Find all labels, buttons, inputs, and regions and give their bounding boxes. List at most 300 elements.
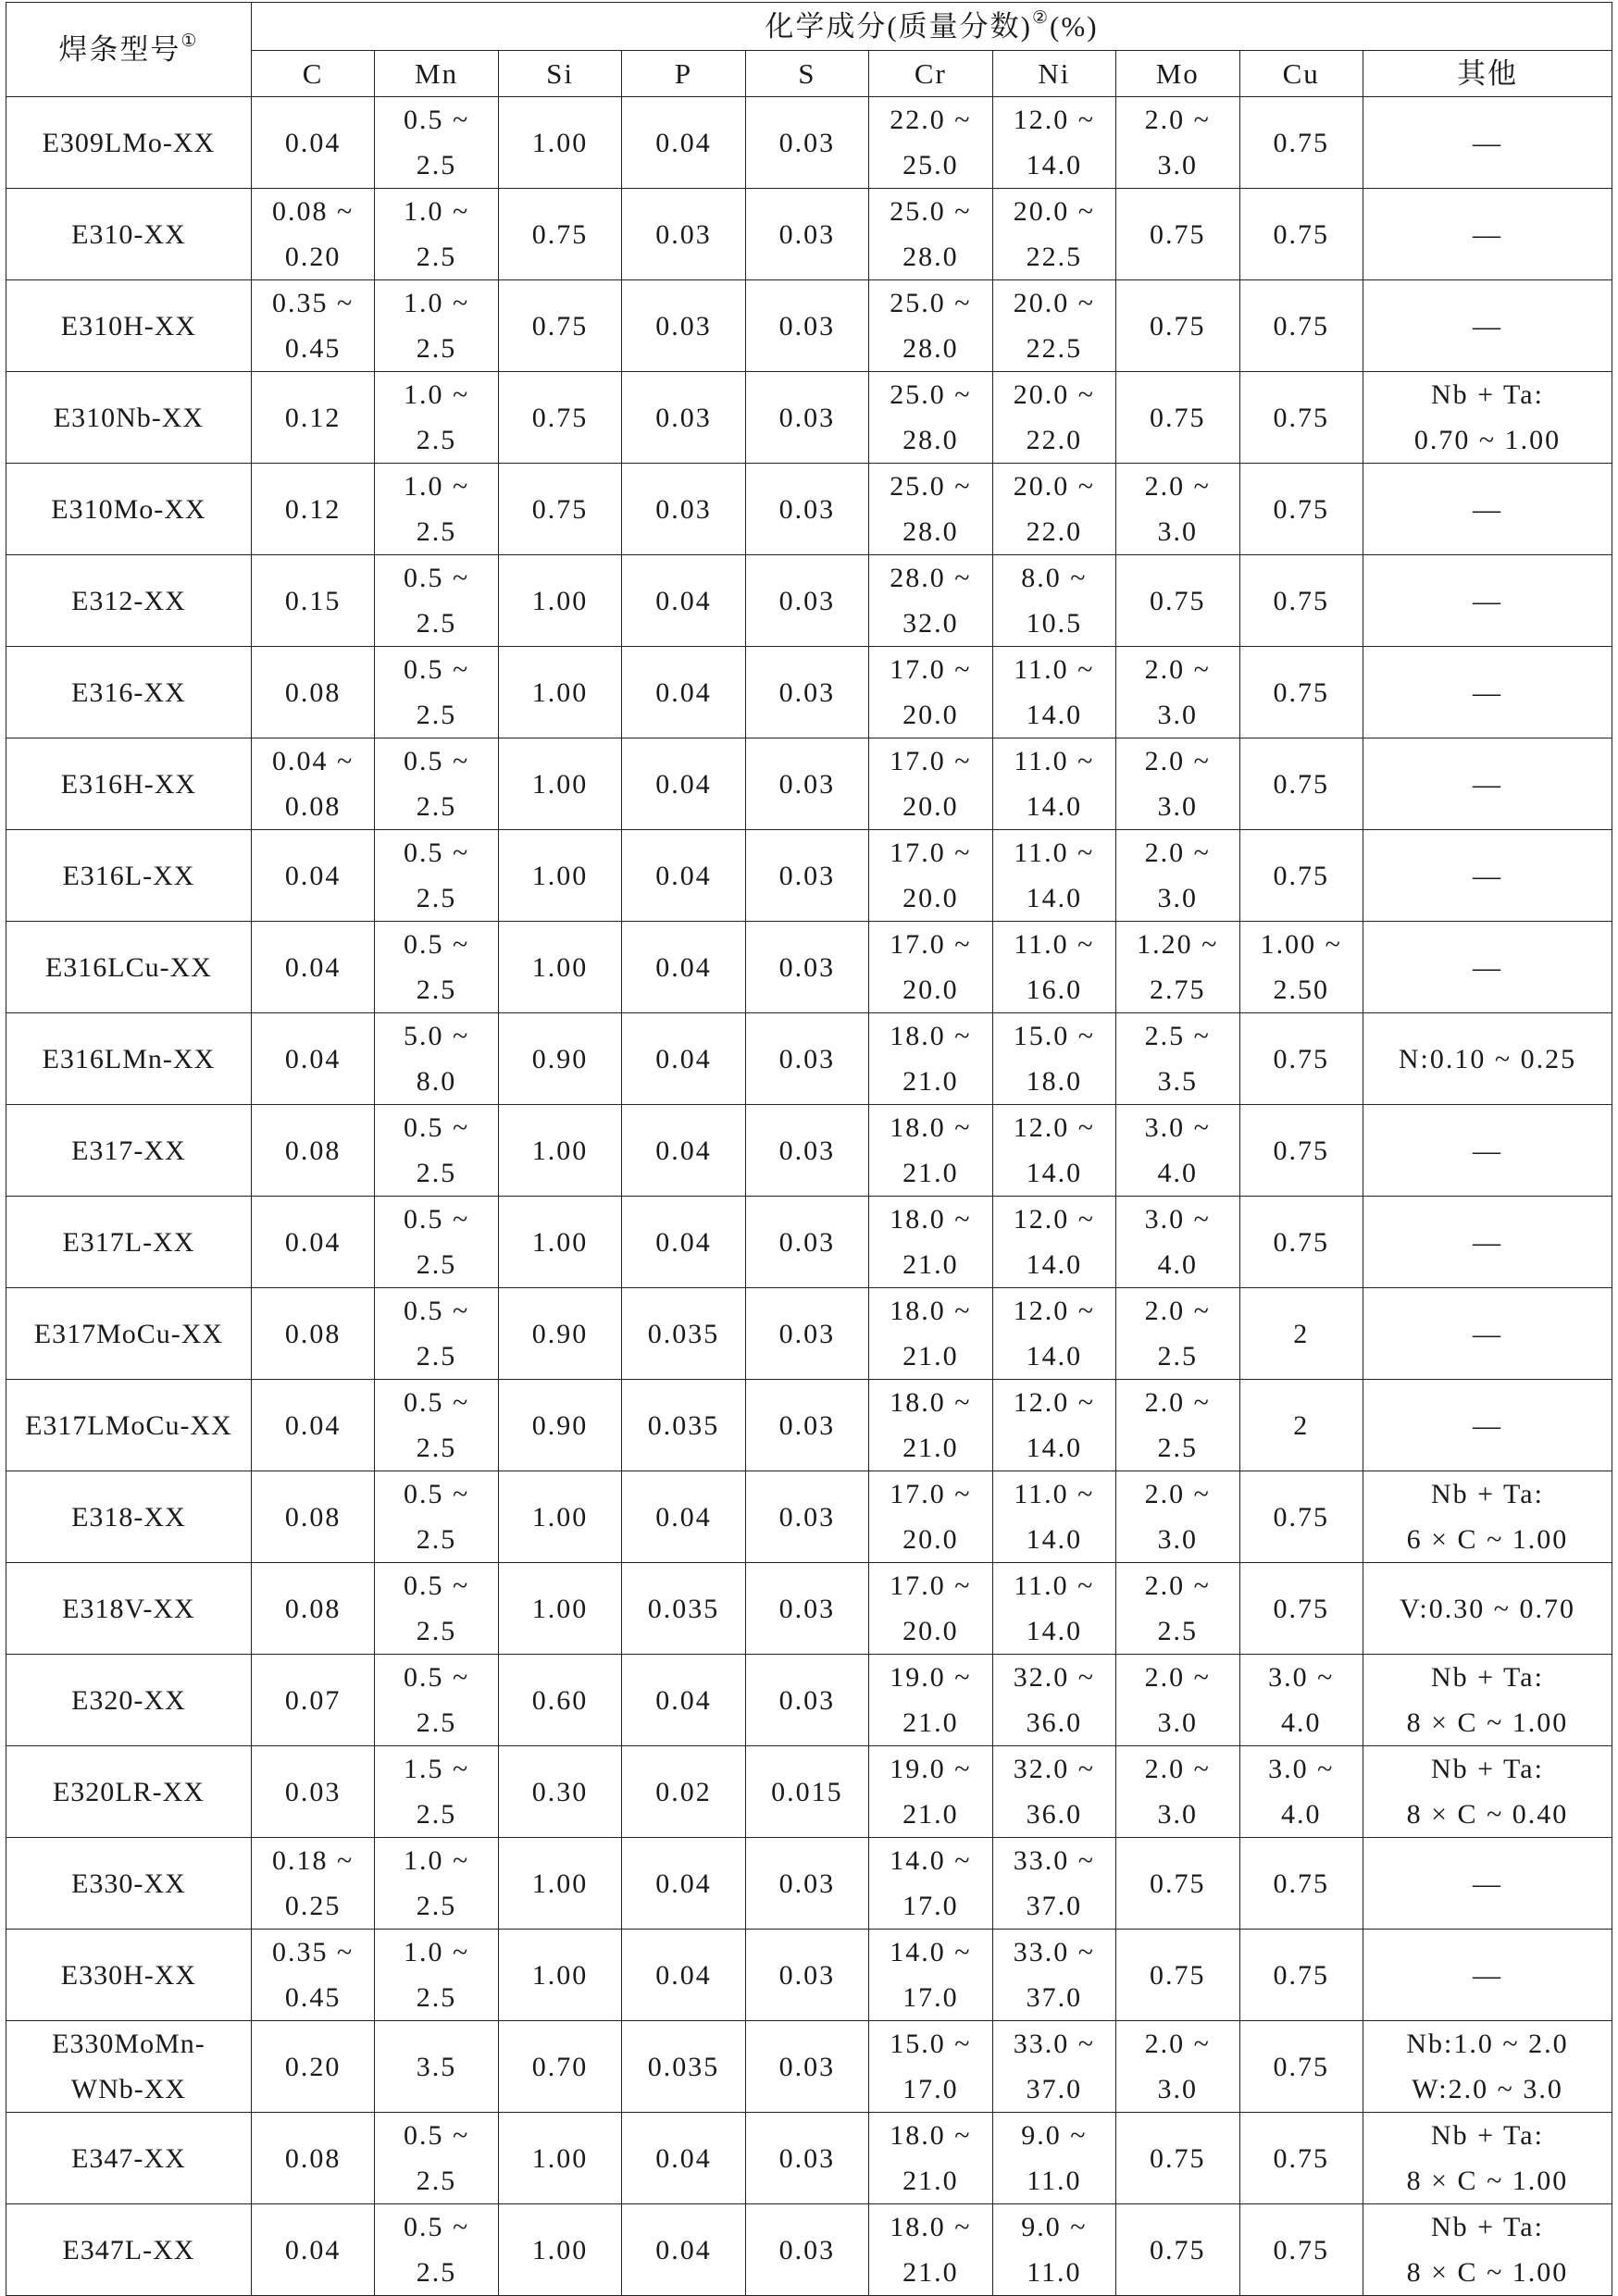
mo-cell [1116, 1471, 1239, 1563]
cell-line: — [1472, 951, 1502, 983]
mo-cell [1116, 1838, 1239, 1930]
cell-line: 1.0 ~ [403, 379, 470, 410]
cell-line: — [1472, 1226, 1502, 1258]
cr-cell [869, 1471, 992, 1563]
mn-cell [375, 1655, 498, 1746]
cell-line: 0.04 [284, 2234, 342, 2265]
composition-title: 化学成分(质量分数) [765, 10, 1032, 43]
mo-cell [1116, 1013, 1239, 1105]
p-cell [622, 555, 745, 647]
cell-line: 1.00 [531, 2142, 589, 2174]
table-row [6, 464, 1612, 555]
cell-line: E310Nb-XX [53, 402, 205, 433]
s-cell [745, 1288, 868, 1380]
cell-line: 0.04 [655, 2142, 712, 2174]
ni-cell [992, 280, 1115, 372]
cell-line: 18.0 ~ [890, 2120, 972, 2151]
cu-cell [1239, 464, 1363, 555]
s-cell [745, 1930, 868, 2021]
cell-line: 36.0 [1026, 1799, 1083, 1830]
p-cell [622, 1930, 745, 2021]
mn-cell [375, 1105, 498, 1197]
cell-line: E330-XX [71, 1868, 186, 1899]
cell-line: 3.5 [416, 2051, 457, 2082]
cell-line: — [1472, 310, 1502, 341]
cell-line: 4.0 [1157, 1249, 1199, 1280]
s-cell [745, 922, 868, 1013]
cell-line: 14.0 [1026, 150, 1083, 180]
cell-line: 2.5 [416, 974, 457, 1005]
cell-line: Nb + Ta: [1431, 1754, 1544, 1784]
ni-cell [992, 2021, 1115, 2113]
cell-line: 17.0 ~ [890, 654, 972, 685]
cr-cell [869, 1105, 992, 1197]
p-cell [622, 1838, 745, 1930]
cell-line: 17.0 ~ [890, 746, 972, 776]
cr-cell [869, 555, 992, 647]
cell-line: 0.03 [778, 1501, 836, 1533]
p-cell [622, 1288, 745, 1380]
cell-line: 0.04 [655, 1959, 712, 1991]
cell-line: 0.75 [1150, 1868, 1206, 1899]
cell-line: 0.03 [655, 218, 712, 250]
s-cell [745, 280, 868, 372]
cr-cell [869, 647, 992, 738]
cell-line: 0.03 [778, 1226, 836, 1258]
model-cell [6, 1838, 252, 1930]
cell-line: 0.75 [1273, 860, 1329, 891]
other-cell [1363, 1380, 1612, 1471]
cr-cell [869, 2204, 992, 2296]
cell-line: 37.0 [1026, 2074, 1083, 2104]
ni-cell [992, 2113, 1115, 2204]
cell-line: 0.035 [647, 1593, 720, 1624]
cell-line: 0.04 [655, 1226, 712, 1258]
model-cell [6, 2113, 252, 2204]
cell-line: 2.0 ~ [1144, 654, 1211, 685]
s-cell [745, 372, 868, 464]
other-cell [1363, 647, 1612, 738]
si-cell [498, 280, 621, 372]
mn-cell [375, 1013, 498, 1105]
cell-line: 25.0 [902, 150, 959, 180]
cell-line: 0.08 ~ [271, 196, 355, 227]
cell-line: 25.0 ~ [890, 288, 972, 318]
table-row [6, 922, 1612, 1013]
cell-line: 1.00 [531, 1959, 589, 1991]
s-cell [745, 738, 868, 830]
cell-line: 2.0 ~ [1144, 746, 1211, 776]
cell-line: E320LR-XX [52, 1776, 205, 1807]
cell-line: — [1472, 1959, 1502, 1991]
cell-line: 8 × C ~ 1.00 [1406, 2166, 1569, 2196]
cu-cell [1239, 2204, 1363, 2296]
cell-line: 20.0 ~ [1013, 288, 1095, 318]
cell-line: 18.0 ~ [890, 1204, 972, 1235]
c-cell [251, 1380, 374, 1471]
cell-line: 0.04 [284, 127, 342, 158]
cr-cell [869, 1930, 992, 2021]
p-cell [622, 2113, 745, 2204]
model-header-note: ① [180, 31, 199, 51]
mo-cell [1116, 1930, 1239, 2021]
cell-line: 0.04 [284, 860, 342, 891]
si-cell [498, 372, 621, 464]
cell-line: 21.0 [902, 1158, 959, 1188]
cell-line: 0.04 [655, 860, 712, 891]
cell-line: 3.0 ~ [1144, 1204, 1211, 1235]
cell-line: 8.0 [416, 1066, 457, 1097]
cell-line: 0.03 [778, 127, 836, 158]
p-cell [622, 1746, 745, 1838]
other-cell [1363, 830, 1612, 922]
model-cell [6, 189, 252, 280]
ni-cell [992, 189, 1115, 280]
cell-line: 12.0 ~ [1013, 1204, 1095, 1235]
cell-line: 1.0 ~ [403, 288, 470, 318]
cell-line: 18.0 ~ [890, 1021, 972, 1051]
element-header-mn: Mn [375, 51, 498, 97]
cell-line: — [1472, 1409, 1502, 1441]
c-cell [251, 189, 374, 280]
si-cell [498, 922, 621, 1013]
cell-line: 0.5 ~ [403, 838, 470, 868]
cell-line: 14.0 [1026, 883, 1083, 913]
mo-cell [1116, 647, 1239, 738]
cell-line: 0.04 [655, 768, 712, 800]
cell-line: 20.0 [902, 1616, 959, 1646]
cell-line: E347L-XX [62, 2234, 195, 2265]
mn-cell [375, 738, 498, 830]
cell-line: 33.0 ~ [1013, 1937, 1095, 1967]
model-cell [6, 1105, 252, 1197]
ni-cell [992, 2204, 1115, 2296]
cell-line: 2.5 [416, 2166, 457, 2196]
mn-cell [375, 1746, 498, 1838]
ni-cell [992, 1197, 1115, 1288]
cell-line: E330H-XX [60, 1959, 197, 1991]
cell-line: 0.5 ~ [403, 1662, 470, 1693]
cell-line: 0.03 [778, 402, 836, 433]
cell-line: E318V-XX [62, 1593, 195, 1624]
mn-cell [375, 1563, 498, 1655]
cell-line: 20.0 ~ [1013, 196, 1095, 227]
p-cell [622, 464, 745, 555]
cell-line: 0.03 [778, 1409, 836, 1441]
cell-line: 11.0 ~ [1014, 746, 1095, 776]
cell-line: 17.0 ~ [890, 838, 972, 868]
mo-cell [1116, 555, 1239, 647]
ni-cell [992, 1380, 1115, 1471]
p-cell [622, 1013, 745, 1105]
cell-line: 0.03 [778, 310, 836, 341]
mn-cell [375, 1197, 498, 1288]
cell-line: — [1472, 1318, 1502, 1349]
cell-line: 17.0 [902, 1891, 959, 1921]
cu-cell [1239, 1013, 1363, 1105]
cell-line: 14.0 [1026, 791, 1083, 822]
cell-line: 0.75 [1273, 1501, 1329, 1533]
cell-line: 0.30 [531, 1776, 589, 1807]
cell-line: 1.0 ~ [403, 471, 470, 502]
ni-cell [992, 372, 1115, 464]
cell-line: 8 × C ~ 0.40 [1406, 1799, 1569, 1830]
cell-line: Nb + Ta: [1431, 2120, 1544, 2151]
cell-line: 0.75 [1273, 402, 1329, 433]
cell-line: 0.75 [1273, 493, 1329, 525]
cell-line: 16.0 [1026, 974, 1083, 1005]
cr-cell [869, 1746, 992, 1838]
cell-line: 0.04 [284, 951, 342, 983]
cell-line: 0.5 ~ [403, 563, 470, 593]
ni-cell [992, 464, 1115, 555]
cu-cell [1239, 1197, 1363, 1288]
cell-line: 0.03 [778, 2142, 836, 2174]
cell-line: Nb:1.0 ~ 2.0 [1406, 2029, 1569, 2059]
s-cell [745, 647, 868, 738]
table-row [6, 1838, 1612, 1930]
cell-line: 2.5 [416, 150, 457, 180]
cell-line: 12.0 ~ [1013, 1387, 1095, 1418]
table-row [6, 647, 1612, 738]
cu-cell [1239, 1838, 1363, 1930]
cell-line: 0.04 [655, 127, 712, 158]
cr-cell [869, 97, 992, 189]
cu-cell [1239, 1105, 1363, 1197]
cu-cell [1239, 738, 1363, 830]
other-cell [1363, 1013, 1612, 1105]
cell-line: 0.75 [1273, 1593, 1329, 1624]
model-cell [6, 280, 252, 372]
cell-line: 9.0 ~ [1021, 2120, 1088, 2151]
cr-cell [869, 1197, 992, 1288]
cell-line: 0.90 [531, 1318, 589, 1349]
cell-line: 0.5 ~ [403, 746, 470, 776]
mo-cell [1116, 2021, 1239, 2113]
p-cell [622, 1563, 745, 1655]
s-cell [745, 1838, 868, 1930]
cell-line: E316L-XX [62, 860, 195, 891]
cell-line: 0.12 [284, 493, 342, 525]
c-cell [251, 1288, 374, 1380]
cr-cell [869, 2113, 992, 2204]
cell-line: 0.03 [778, 2234, 836, 2265]
other-cell [1363, 2204, 1612, 2296]
cell-line: 2.0 ~ [1144, 471, 1211, 502]
cell-line: 25.0 ~ [890, 379, 972, 410]
cell-line: 0.03 [778, 493, 836, 525]
cr-cell [869, 738, 992, 830]
cell-line: — [1472, 493, 1502, 525]
cell-line: E317-XX [71, 1135, 186, 1166]
s-cell [745, 97, 868, 189]
cell-line: 11.0 ~ [1014, 654, 1095, 685]
cell-line: 2.5 [416, 1707, 457, 1738]
cell-line: 3.0 ~ [1268, 1662, 1335, 1693]
cell-line: 25.0 ~ [890, 196, 972, 227]
cell-line: 9.0 ~ [1021, 2212, 1088, 2242]
model-cell [6, 1563, 252, 1655]
mo-cell [1116, 1746, 1239, 1838]
cell-line: 0.03 [778, 218, 836, 250]
cell-line: 3.5 [1157, 1066, 1199, 1097]
cell-line: 0.75 [531, 493, 589, 525]
p-cell [622, 830, 745, 922]
cell-line: 0.75 [531, 218, 589, 250]
c-cell [251, 738, 374, 830]
mo-cell [1116, 97, 1239, 189]
table-row [6, 189, 1612, 280]
other-cell [1363, 372, 1612, 464]
si-cell [498, 1655, 621, 1746]
cell-line: 18.0 [1026, 1066, 1083, 1097]
si-cell [498, 2021, 621, 2113]
cell-line: E317LMoCu-XX [25, 1409, 232, 1441]
p-cell [622, 2204, 745, 2296]
cell-line: 21.0 [902, 1341, 959, 1371]
cell-line: 20.0 [902, 974, 959, 1005]
c-cell [251, 1655, 374, 1746]
cell-line: 0.5 ~ [403, 654, 470, 685]
element-header-c: C [251, 51, 374, 97]
cell-line: 15.0 ~ [890, 2029, 972, 2059]
cell-line: 8.0 ~ [1021, 563, 1088, 593]
cell-line: 14.0 [1026, 1158, 1083, 1188]
table-row [6, 1013, 1612, 1105]
cell-line: 2.5 [416, 1891, 457, 1921]
cell-line: 0.035 [647, 2051, 720, 2082]
cell-line: 14.0 [1026, 700, 1083, 730]
cu-cell [1239, 2113, 1363, 2204]
cu-cell [1239, 1930, 1363, 2021]
other-cell [1363, 1746, 1612, 1838]
cell-line: 1.00 [531, 768, 589, 800]
cell-line: E330MoMn- [52, 2029, 205, 2059]
cell-line: E310Mo-XX [51, 493, 206, 525]
cell-line: V:0.30 ~ 0.70 [1399, 1593, 1575, 1624]
cell-line: 0.35 ~ [271, 1937, 355, 1967]
cell-line: 11.0 ~ [1014, 1570, 1095, 1601]
s-cell [745, 2204, 868, 2296]
cell-line: 0.08 [284, 1318, 342, 1349]
cr-cell [869, 922, 992, 1013]
cell-line: 0.45 [284, 333, 342, 364]
cell-line: 17.0 ~ [890, 929, 972, 960]
cell-line: 1.00 [531, 860, 589, 891]
cell-line: 2 [1293, 1318, 1310, 1349]
cell-line: 28.0 ~ [890, 563, 972, 593]
cell-line: 0.5 ~ [403, 2120, 470, 2151]
other-cell [1363, 1838, 1612, 1930]
table-row [6, 2021, 1612, 2113]
p-cell [622, 2021, 745, 2113]
element-header-other: 其他 [1363, 51, 1612, 97]
cell-line: 2.5 [416, 1982, 457, 2013]
cell-line: 18.0 ~ [890, 2212, 972, 2242]
cell-line: 1.0 ~ [403, 1937, 470, 1967]
cell-line: 2.50 [1273, 974, 1329, 1005]
c-cell [251, 2021, 374, 2113]
cell-line: 2.5 [416, 883, 457, 913]
cell-line: 15.0 ~ [1013, 1021, 1095, 1051]
mo-cell [1116, 1655, 1239, 1746]
cell-line: 2.0 ~ [1144, 1479, 1211, 1509]
element-header-p: P [622, 51, 745, 97]
table-row [6, 1105, 1612, 1197]
mo-cell [1116, 189, 1239, 280]
cell-line: E312-XX [71, 585, 186, 616]
c-cell [251, 647, 374, 738]
cell-line: 0.70 [531, 2051, 589, 2082]
cell-line: 2.5 [416, 333, 457, 364]
si-cell [498, 1197, 621, 1288]
cell-line: 0.75 [1273, 1868, 1329, 1899]
cell-line: 0.03 [778, 1135, 836, 1166]
cell-line: 1.00 [531, 2234, 589, 2265]
model-cell [6, 1746, 252, 1838]
cu-cell [1239, 1655, 1363, 1746]
model-cell [6, 1930, 252, 2021]
cell-line: 0.70 ~ 1.00 [1413, 425, 1562, 455]
ni-cell [992, 1838, 1115, 1930]
other-cell [1363, 1105, 1612, 1197]
cell-line: 28.0 [902, 425, 959, 455]
si-cell [498, 1471, 621, 1563]
p-cell [622, 1380, 745, 1471]
cell-line: 0.03 [778, 1684, 836, 1716]
cell-line: Nb + Ta: [1431, 379, 1544, 410]
cell-line: 0.03 [284, 1776, 342, 1807]
cell-line: 2.5 [416, 1433, 457, 1463]
mo-cell [1116, 1380, 1239, 1471]
table-row [6, 1930, 1612, 2021]
cell-line: 36.0 [1026, 1707, 1083, 1738]
cu-cell [1239, 555, 1363, 647]
cell-line: E310H-XX [60, 310, 197, 341]
cell-line: 22.0 [1026, 425, 1083, 455]
cell-line: 3.0 [1157, 2074, 1199, 2104]
s-cell [745, 464, 868, 555]
ni-cell [992, 97, 1115, 189]
cell-line: 4.0 [1280, 1799, 1322, 1830]
model-cell [6, 464, 252, 555]
s-cell [745, 1563, 868, 1655]
table-row [6, 280, 1612, 372]
chemical-composition-table [6, 2, 1612, 2296]
cell-line: 0.12 [284, 402, 342, 433]
model-cell [6, 1655, 252, 1746]
cell-line: 10.5 [1026, 608, 1083, 639]
cell-line: W:2.0 ~ 3.0 [1412, 2074, 1563, 2104]
model-cell [6, 922, 252, 1013]
cell-line: 21.0 [902, 1433, 959, 1463]
cell-line: 2.5 [1157, 1433, 1199, 1463]
cell-line: 14.0 [1026, 1616, 1083, 1646]
cell-line: 1.0 ~ [403, 196, 470, 227]
cell-line: 0.08 [284, 2142, 342, 2174]
s-cell [745, 1746, 868, 1838]
si-cell [498, 1105, 621, 1197]
cell-line: 0.03 [778, 1593, 836, 1624]
cell-line: 0.5 ~ [403, 929, 470, 960]
composition-group-header [251, 3, 1612, 51]
cell-line: 2.5 [416, 2257, 457, 2288]
table-row [6, 1746, 1612, 1838]
cell-line: 17.0 ~ [890, 1479, 972, 1509]
cell-line: 3.0 ~ [1268, 1754, 1335, 1784]
cell-line: E309LMo-XX [42, 127, 216, 158]
other-cell [1363, 280, 1612, 372]
